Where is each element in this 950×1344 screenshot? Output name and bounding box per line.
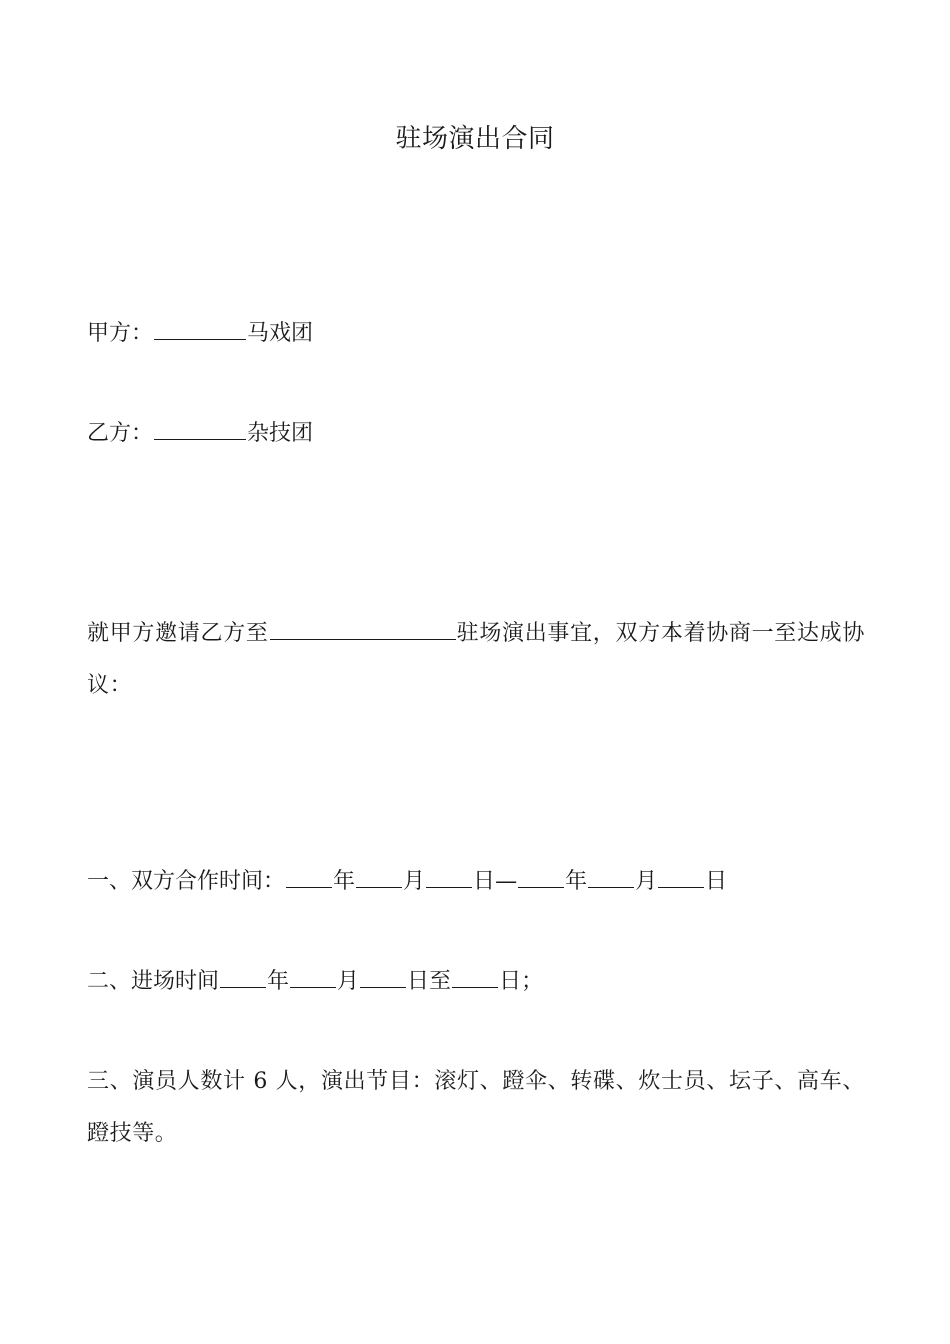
range-dash: — — [495, 869, 518, 894]
party-a-suffix: 马戏团 — [247, 321, 314, 346]
end-day-blank — [658, 869, 704, 888]
start-month-blank — [356, 869, 402, 888]
start-day-blank — [426, 869, 472, 888]
page-title: 驻场演出合同 — [395, 124, 555, 154]
clause-2-prefix: 二、进场时间 — [87, 969, 220, 994]
start-day-label: 日 — [473, 869, 496, 894]
entry-day-blank — [360, 969, 406, 988]
start-month-label: 月 — [403, 869, 426, 894]
clause-1 — [87, 857, 865, 907]
clause-2 — [87, 957, 865, 1007]
end-year-label: 年 — [565, 869, 588, 894]
entry-day-to-label: 日至 — [407, 969, 452, 994]
party-a-line — [87, 309, 865, 359]
entry-year-label: 年 — [267, 969, 290, 994]
exit-day-blank — [452, 969, 498, 988]
entry-month-blank — [290, 969, 336, 988]
intro-text-after: 驻场演出事宜，双方本着协商一至达成协议： — [87, 621, 865, 698]
entry-month-label: 月 — [337, 969, 360, 994]
party-b-line — [87, 409, 865, 459]
end-day-label: 日 — [705, 869, 728, 894]
party-b-label: 乙方： — [87, 421, 154, 446]
exit-day-label: 日； — [499, 969, 544, 994]
intro-text-before: 就甲方邀请乙方至 — [87, 621, 269, 646]
party-b-suffix: 杂技团 — [247, 421, 314, 446]
venue-blank — [270, 621, 456, 640]
end-year-blank — [518, 869, 564, 888]
clause-1-prefix: 一、双方合作时间： — [87, 869, 286, 894]
party-a-name-blank — [154, 321, 246, 340]
party-b-name-blank — [154, 421, 246, 440]
end-month-blank — [588, 869, 634, 888]
party-a-label: 甲方： — [87, 321, 154, 346]
start-year-blank — [286, 869, 332, 888]
clause-3: 三、演员人数计 6 人，演出节目：滚灯、蹬伞、转碟、炊士员、坛子、高车、蹬技等。 — [87, 1069, 865, 1146]
end-month-label: 月 — [635, 869, 658, 894]
entry-year-blank — [220, 969, 266, 988]
intro-paragraph — [87, 608, 865, 712]
start-year-label: 年 — [333, 869, 356, 894]
